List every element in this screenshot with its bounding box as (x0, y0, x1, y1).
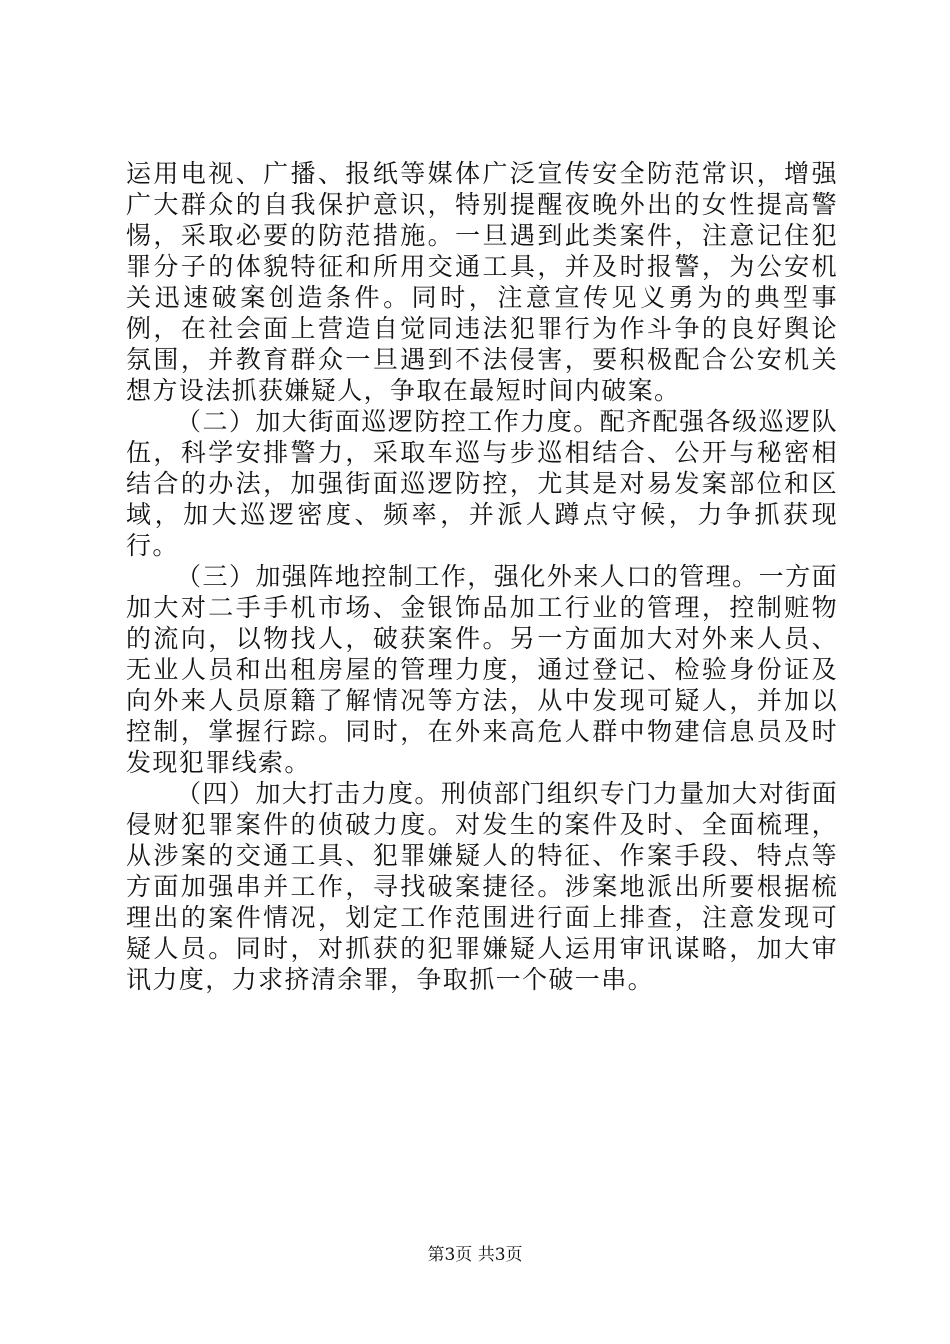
paragraph-4: （四）加大打击力度。刑侦部门组织专门力量加大对街面侵财犯罪案件的侦破力度。对发生的案件及时、全面梳理，从涉案的交通工具、犯罪嫌疑人的特征、作案手段、特点等方面加强串并工作，寻找破案捷径。涉案地派出所要根据梳理出的案件情况，划定工作范围进行面上排查，注意发现可疑人员。同时，对抓获的犯罪嫌疑人运用审讯谋略，加大审讯力度，力求挤清余罪，争取抓一个破一串。 (126, 779, 838, 994)
paragraph-2: （二）加大街面巡逻防控工作力度。配齐配强各级巡逻队伍，科学安排警力，采取车巡与步巡相结合、公开与秘密相结合的办法，加强街面巡逻防控，尤其是对易发案部位和区域，加大巡逻密度、频率，并派人蹲点守候，力争抓获现行。 (126, 407, 838, 560)
paragraph-1: 运用电视、广播、报纸等媒体广泛宣传安全防范常识，增强广大群众的自我保护意识，特别提醒夜晚外出的女性提高警惕，采取必要的防范措施。一旦遇到此类案件，注意记住犯罪分子的体貌特征和所用交通工具，并及时报警，为公安机关迅速破案创造条件。同时，注意宣传见义勇为的典型事例，在社会面上营造自觉同违法犯罪行为作斗争的良好舆论氛围，并教育群众一旦遇到不法侵害，要积极配合公安机关想方设法抓获嫌疑人，争取在最短时间内破案。 (126, 159, 838, 405)
document-body (126, 158, 838, 995)
page-number-footer: 第3页 共3页 (427, 1245, 523, 1265)
paragraph-3: （三）加强阵地控制工作，强化外来人口的管理。一方面加大对二手手机市场、金银饰品加工行业的管理，控制赃物的流向，以物找人，破获案件。另一方面加大对外来人员、无业人员和出租房屋的管理力度，通过登记、检验身份证及向外来人员原籍了解情况等方法，从中发现可疑人，并加以控制，掌握行踪。同时，在外来高危人群中物建信息员及时发现犯罪线索。 (126, 562, 838, 777)
